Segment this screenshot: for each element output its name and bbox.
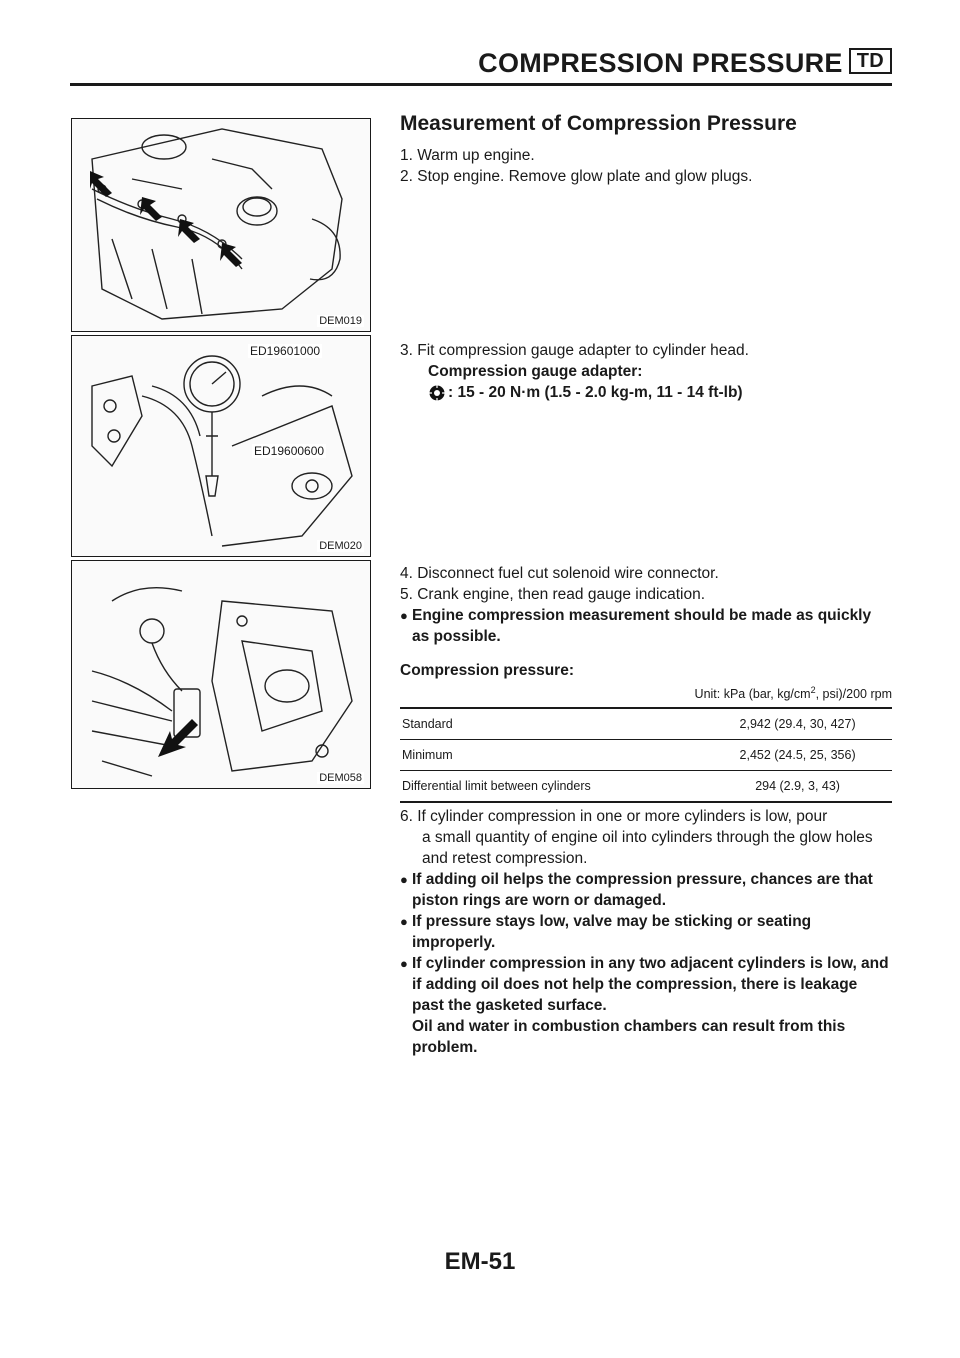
header-title-text: COMPRESSION PRESSURE xyxy=(478,48,843,78)
step-6-block xyxy=(400,806,892,1058)
figure-code: DEM019 xyxy=(319,315,362,327)
figure-code: DEM058 xyxy=(319,772,362,784)
page-number: EM-51 xyxy=(444,1248,516,1275)
bullet-icon: ● xyxy=(400,956,408,971)
callout-adapter-part: ED19600600 xyxy=(254,444,325,458)
table-row xyxy=(400,740,892,771)
step-4: 4. Disconnect fuel cut solenoid wire connector. xyxy=(400,565,719,582)
spec-value: 2,452 (24.5, 25, 356) xyxy=(703,740,892,771)
spec-block xyxy=(400,660,892,803)
figure-code: DEM020 xyxy=(319,540,362,552)
table-row xyxy=(400,708,892,740)
spec-unit: Unit: kPa (bar, $kg/cm^2$, psi)/200 rpm xyxy=(694,685,892,702)
engine-badge: TD xyxy=(849,48,892,74)
step-6: 6. If cylinder compression in one or more cylinders is low, pour xyxy=(400,808,828,825)
section-title: Measurement of Compression Pressure xyxy=(400,112,797,135)
bullet-icon: ● xyxy=(400,608,408,623)
figure-engine-glow-plate xyxy=(71,118,371,332)
note-3-continued: Oil and water in combustion chambers can result from this problem. xyxy=(412,1018,846,1056)
step-5: 5. Crank engine, then read gauge indication. xyxy=(400,586,706,603)
spec-value: 294 (2.9, 3, 43) xyxy=(703,771,892,803)
step-3-block xyxy=(400,340,892,403)
step-3-subheading: Compression gauge adapter: xyxy=(428,363,643,380)
bullet-icon: ● xyxy=(400,914,408,929)
note-1: ● If adding oil helps the compression pressure, chances are that piston rings are worn or damaged. xyxy=(400,871,873,909)
step-2: 2. Stop engine. Remove glow plate and glow plugs. xyxy=(400,168,753,185)
callout-gauge-part: ED19601000 xyxy=(250,344,321,358)
fuel-solenoid-illustration-icon xyxy=(72,561,370,788)
step-3: 3. Fit compression gauge adapter to cylinder head. xyxy=(400,342,749,359)
spec-label: Differential limit between cylinders xyxy=(400,771,703,803)
spec-value: 2,942 (29.4, 30, 427) xyxy=(703,708,892,740)
step-6-continued: a small quantity of engine oil into cylinders through the glow holes and retest compression. xyxy=(422,829,873,867)
torque-wrench-icon xyxy=(428,384,446,402)
note-3: ● If cylinder compression in any two adjacent cylinders is low, and if adding oil does not help the compression, there is leakage past the gasketed surface. xyxy=(400,955,889,1014)
step-1: 1. Warm up engine. xyxy=(400,147,535,164)
table-row xyxy=(400,771,892,803)
page-header-title xyxy=(478,48,892,79)
steps-1-2 xyxy=(400,145,892,187)
engine-illustration-icon xyxy=(72,119,370,331)
figure-compression-gauge xyxy=(71,335,371,557)
torque-spec xyxy=(400,382,892,403)
compression-spec-table xyxy=(400,707,892,803)
note-2: ● If pressure stays low, valve may be sticking or seating improperly. xyxy=(400,913,812,951)
step-5-note: ● Engine compression measurement should be made as quickly as possible. xyxy=(400,607,872,645)
figure-fuel-cut-solenoid xyxy=(71,560,371,789)
spec-heading: Compression pressure: xyxy=(400,662,574,679)
torque-value: : 15 - 20 N·m (1.5 - 2.0 kg-m, 11 - 14 ft-lb) xyxy=(448,384,743,401)
spec-label: Standard xyxy=(400,708,703,740)
header-rule xyxy=(70,83,892,86)
spec-label: Minimum xyxy=(400,740,703,771)
steps-4-5-block xyxy=(400,563,892,647)
bullet-icon: ● xyxy=(400,872,408,887)
